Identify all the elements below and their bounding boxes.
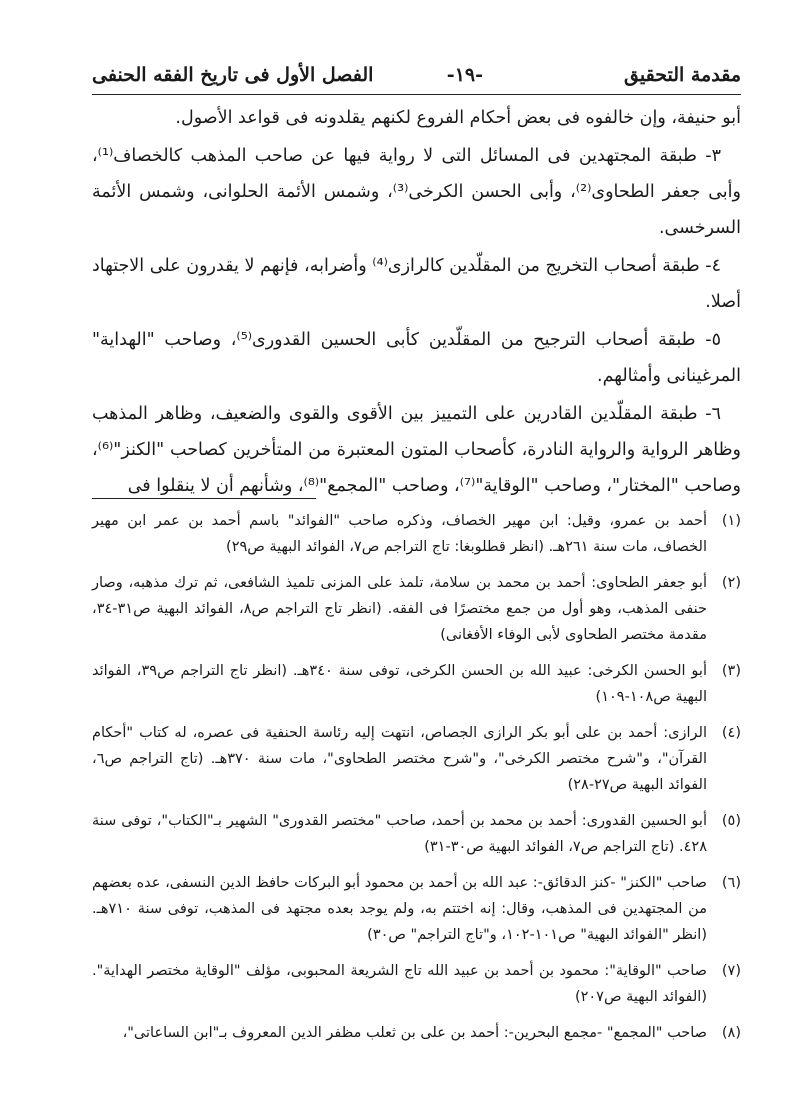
main-text: [92, 100, 741, 506]
paragraph: أبو حنيفة، وإن خالفوه فى بعض أحكام الفروع لكنهم يقلدونه فى قواعد الأصول.: [175, 108, 741, 128]
footnote: [92, 720, 741, 798]
footnote-number: (٢): [721, 575, 741, 591]
footnote-text: أبو جعفر الطحاوى: أحمد بن محمد بن سلامة، تلمذ على المزنى تلميذ الشافعى، ثم ترك مذهبه، وصار حنفى المذهب، وهو أول من جمع مختصرًا فى الفقه. (انظر تاج التراجم ص٨، الفوائد البهية ص٣١-٣٤، مقدمة مختصر الطحاوى لأبى الوفاء الأفغانى): [92, 575, 708, 643]
footnote: [92, 508, 741, 560]
footnote-number: (٣): [721, 663, 741, 679]
header-chapter-title: الفصل الأول فى تاريخ الفقه الحنفى: [92, 64, 374, 86]
footnote: [92, 808, 741, 860]
footnote-number: (٧): [721, 963, 741, 979]
footnote-text: صاحب "المجمع" -مجمع البحرين-: أحمد بن على بن ثعلب مظفر الدين المعروف بـ"ابن الساعاتى"،: [122, 1025, 707, 1041]
paragraph: ٦- طبقة المقلّدين القادرين على التمييز بين الأقوى والقوى والضعيف، وظاهر المذهب وظاهر الرواية والرواية النادرة، كأصحاب المتون المعتبرة من المتأخرين كصاحب "الكنز"⁽⁶⁾، وصاحب "المختار"، وصاحب "الوقاية"⁽⁷⁾، وصاحب "المجمع"⁽⁸⁾، وشأنهم أن لا ينقلوا فى: [92, 404, 741, 496]
footnote: [92, 958, 741, 1010]
footnote-text: الرازى: أحمد بن على أبو بكر الرازى الجصاص، انتهت إليه رئاسة الحنفية فى عصره، له كتاب "أحكام القرآن"، و"شرح مختصر الكرخى"، و"شرح مختصر الطحاوى"، مات سنة ٣٧٠هـ. (تاج التراجم ص٦، الفوائد البهية ص٢٧-٢٨): [92, 725, 707, 793]
footnote-text: أبو الحسين القدورى: أحمد بن محمد بن أحمد، صاحب "مختصر القدورى" الشهير بـ"الكتاب"، توفى سنة ٤٢٨. (تاج التراجم ص٧، الفوائد البهية ص٣٠-٣١): [92, 813, 707, 855]
footnote: [92, 658, 741, 710]
footnote-text: أبو الحسن الكرخى: عبيد الله بن الحسن الكرخى، توفى سنة ٣٤٠هـ. (انظر تاج التراجم ص٣٩، الفوائد البهية ص١٠٨-١٠٩): [92, 663, 707, 705]
footnote-number: (٦): [721, 875, 741, 891]
paragraph: ٥- طبقة أصحاب الترجيح من المقلّدين كأبى الحسين القدورى⁽⁵⁾، وصاحب "الهداية" المرغينانى وأمثالهم.: [92, 330, 741, 386]
footnotes: [92, 508, 741, 1056]
footnote-text: صاحب "الوقاية": محمود بن أحمد بن عبيد الله تاج الشريعة المحبوبى، مؤلف "الوقاية مختصر الهداية". (الفوائد البهية ص٢٠٧): [92, 963, 707, 1005]
running-header: [92, 60, 741, 94]
paragraph: ٤- طبقة أصحاب التخريج من المقلّدين كالرازى⁽⁴⁾ وأضرابه، فإنهم لا يقدرون على الاجتهاد أصلا.: [92, 256, 741, 312]
footnote-text: أحمد بن عمرو، وقيل: ابن مهير الخصاف، وذكره صاحب "الفوائد" باسم أحمد بن عمر ابن مهير الخصاف، مات سنة ٢٦١هـ. (انظر قطلوبغا: تاج التراجم ص٧، الفوائد البهية ص٢٩): [92, 513, 707, 555]
footnote-number: (٤): [721, 725, 741, 741]
footnote-text: صاحب "الكنز" -كنز الدقائق-: عبد الله بن أحمد بن محمود أبو البركات حافظ الدين النسفى، عده بعضهم من المجتهدين فى المذهب، وقال: إنه اختتم به، ولم يوجد بعده مجتهد فى المذهب، توفى سنة ٧١٠هـ. (انظر "الفوائد البهية" ص١٠١-١٠٢، و"تاج التراجم" ص٣٠): [92, 875, 707, 943]
footnote: [92, 570, 741, 648]
footnote: [92, 1020, 741, 1046]
paragraph: ٣- طبقة المجتهدين فى المسائل التى لا رواية فيها عن صاحب المذهب كالخصاف⁽¹⁾، وأبى جعفر الطحاوى⁽²⁾، وأبى الحسن الكرخى⁽³⁾، وشمس الأئمة الحلوانى، وشمس الأئمة السرخسى.: [92, 146, 741, 238]
footnote-number: (٨): [721, 1025, 741, 1041]
header-book-section: مقدمة التحقيق: [624, 64, 741, 86]
footnote-number: (٥): [721, 813, 741, 829]
footnote-number: (١): [721, 513, 741, 529]
page-number: -١٩-: [446, 64, 483, 86]
header-divider: [92, 94, 741, 95]
footnote: [92, 870, 741, 948]
footnote-divider: [92, 498, 316, 499]
